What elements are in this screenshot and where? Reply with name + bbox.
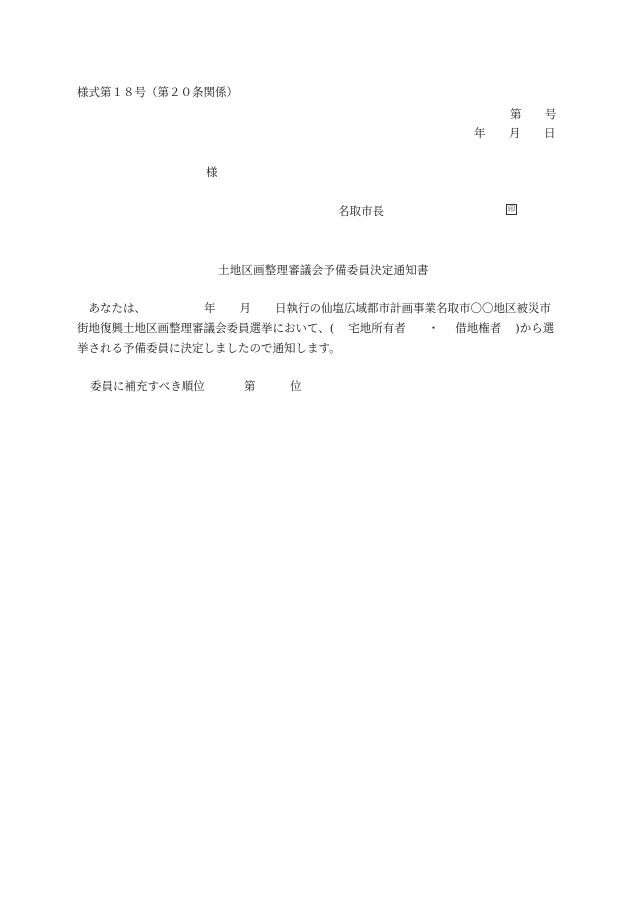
rank-label: 委員に補充すべき順位 [90, 379, 205, 393]
body-line-2-close: )から選 [515, 321, 555, 335]
form-number: 様式第１８号（第２０条関係） [77, 85, 238, 99]
doc-number-prefix: 第 [510, 107, 522, 121]
option-land-owner: 宅地所有者 [348, 321, 406, 335]
date-month-label: 月 [509, 126, 521, 140]
date-year-label: 年 [474, 126, 486, 140]
option-separator: ・ [427, 321, 440, 335]
body-line-2-text: 街地復興土地区画整理審議会委員選挙において、( [77, 321, 335, 335]
rank-prefix: 第 [244, 379, 256, 393]
body-year-label: 年 [204, 301, 216, 315]
option-leaseholder: 借地権者 [455, 321, 502, 335]
body-intro: あなたは、 [77, 301, 146, 315]
doc-number-suffix: 号 [545, 107, 557, 121]
body-line-1-rest: 日執行の仙塩広域都市計画事業名取市〇〇地区被災市 [275, 301, 551, 315]
body-month-label: 月 [239, 301, 251, 315]
date-day-label: 日 [544, 126, 556, 140]
body-line-1 [77, 300, 551, 316]
document-title: 土地区画整理審議会予備委員決定通知書 [218, 263, 429, 277]
sender-title: 名取市長 [338, 204, 384, 218]
body-line-3: 挙される予備委員に決定しましたので通知します。 [77, 341, 341, 355]
seal-icon: 印 [508, 205, 515, 213]
rank-suffix: 位 [290, 379, 302, 393]
recipient-honorific: 様 [206, 165, 218, 179]
body-line-2 [77, 320, 554, 336]
